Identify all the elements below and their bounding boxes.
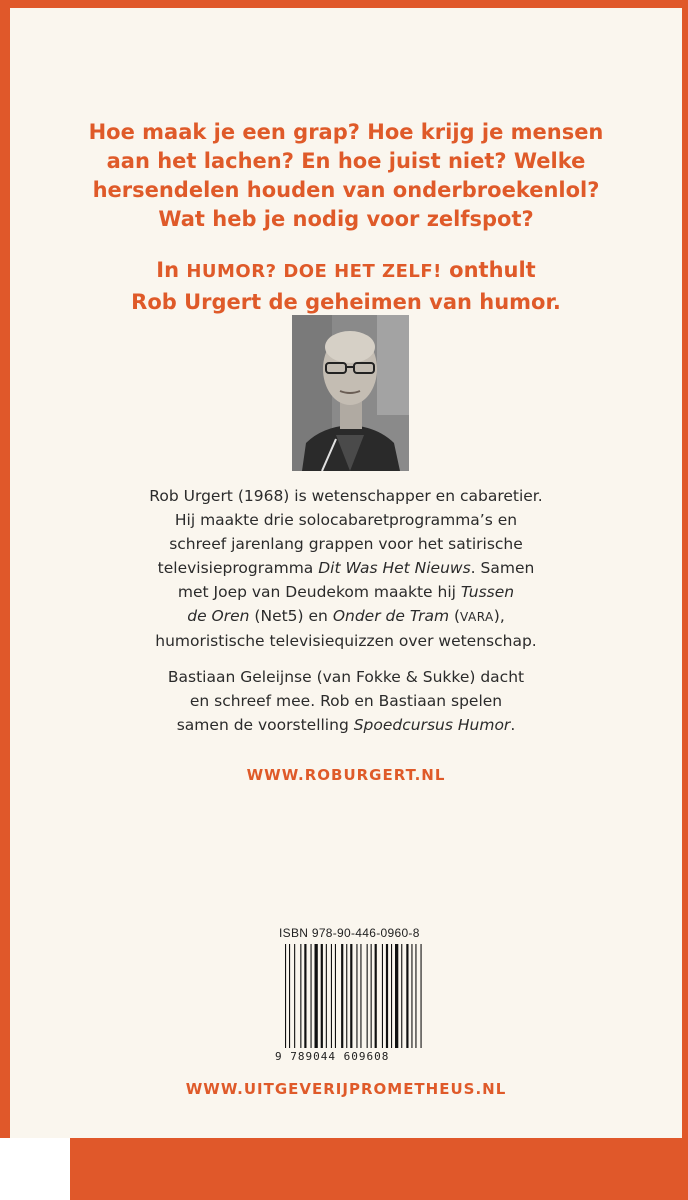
show-title: Spoedcursus Humor bbox=[353, 716, 511, 734]
bio-line: schreef jarenlang grappen voor het satirische bbox=[169, 535, 523, 553]
bio-line: en schreef mee. Rob en Bastiaan spelen bbox=[189, 692, 503, 710]
bio-line: . Samen bbox=[470, 559, 535, 577]
tv-show-title: de Oren bbox=[187, 607, 250, 625]
tv-show-title: Tussen bbox=[460, 583, 515, 601]
book-title-part1: HUMOR? bbox=[186, 261, 277, 282]
author-portrait-image bbox=[292, 315, 409, 471]
isbn-digits: 9 789044 609608 bbox=[275, 1050, 390, 1063]
tv-show-title: Dit Was Het Nieuws bbox=[318, 559, 471, 577]
tagline-suffix: onthult bbox=[441, 258, 536, 282]
bio-paragraph-2 bbox=[10, 665, 682, 737]
isbn-barcode bbox=[275, 920, 425, 1070]
bio-line: Rob Urgert (1968) is wetenschapper en cabaretier. bbox=[149, 487, 543, 505]
headline-line: hersendelen houden van onderbroekenlol? bbox=[92, 178, 600, 202]
tagline-line2: Rob Urgert de geheimen van humor. bbox=[131, 290, 561, 314]
bio-line: Bastiaan Geleijnse (van Fokke & Sukke) dacht bbox=[167, 668, 525, 686]
bio-line: samen de voorstelling bbox=[176, 716, 354, 734]
bio-line: humoristische televisiequizzen over wetenschap. bbox=[155, 632, 537, 650]
headline bbox=[10, 118, 682, 234]
bio-paragraph-1 bbox=[10, 484, 682, 653]
bio-line: ( bbox=[449, 607, 461, 625]
headline-line: aan het lachen? En hoe juist niet? Welke bbox=[106, 149, 586, 173]
bio-line: . bbox=[510, 716, 516, 734]
author-website-link[interactable]: WWW.ROBURGERT.NL bbox=[246, 766, 446, 784]
publisher-website-link[interactable]: WWW.UITGEVERIJPROMETHEUS.NL bbox=[185, 1080, 507, 1098]
bio-line: (Net5) en bbox=[249, 607, 333, 625]
tagline bbox=[10, 255, 682, 317]
barcode-bars bbox=[285, 944, 425, 1052]
broadcaster-name: VARA bbox=[460, 610, 494, 624]
isbn-label: ISBN 978-90-446-0960-8 bbox=[279, 926, 420, 940]
author-photo bbox=[292, 315, 409, 471]
headline-line: Wat heb je nodig voor zelfspot? bbox=[158, 207, 534, 231]
tagline-prefix: In bbox=[156, 258, 187, 282]
back-cover bbox=[10, 8, 682, 1138]
cover-corner bbox=[0, 1138, 70, 1200]
bio-line: televisieprogramma bbox=[157, 559, 319, 577]
headline-line: Hoe maak je een grap? Hoe krijg je mensen bbox=[88, 120, 604, 144]
tv-show-title: Onder de Tram bbox=[332, 607, 450, 625]
bio-line: ), bbox=[493, 607, 505, 625]
book-title-part2: DOE HET ZELF! bbox=[276, 261, 442, 282]
author-bio bbox=[10, 484, 682, 749]
bio-line: Hij maakte drie solocabaretprogramma’s en bbox=[174, 511, 518, 529]
bio-line: met Joep van Deudekom maakte hij bbox=[177, 583, 461, 601]
